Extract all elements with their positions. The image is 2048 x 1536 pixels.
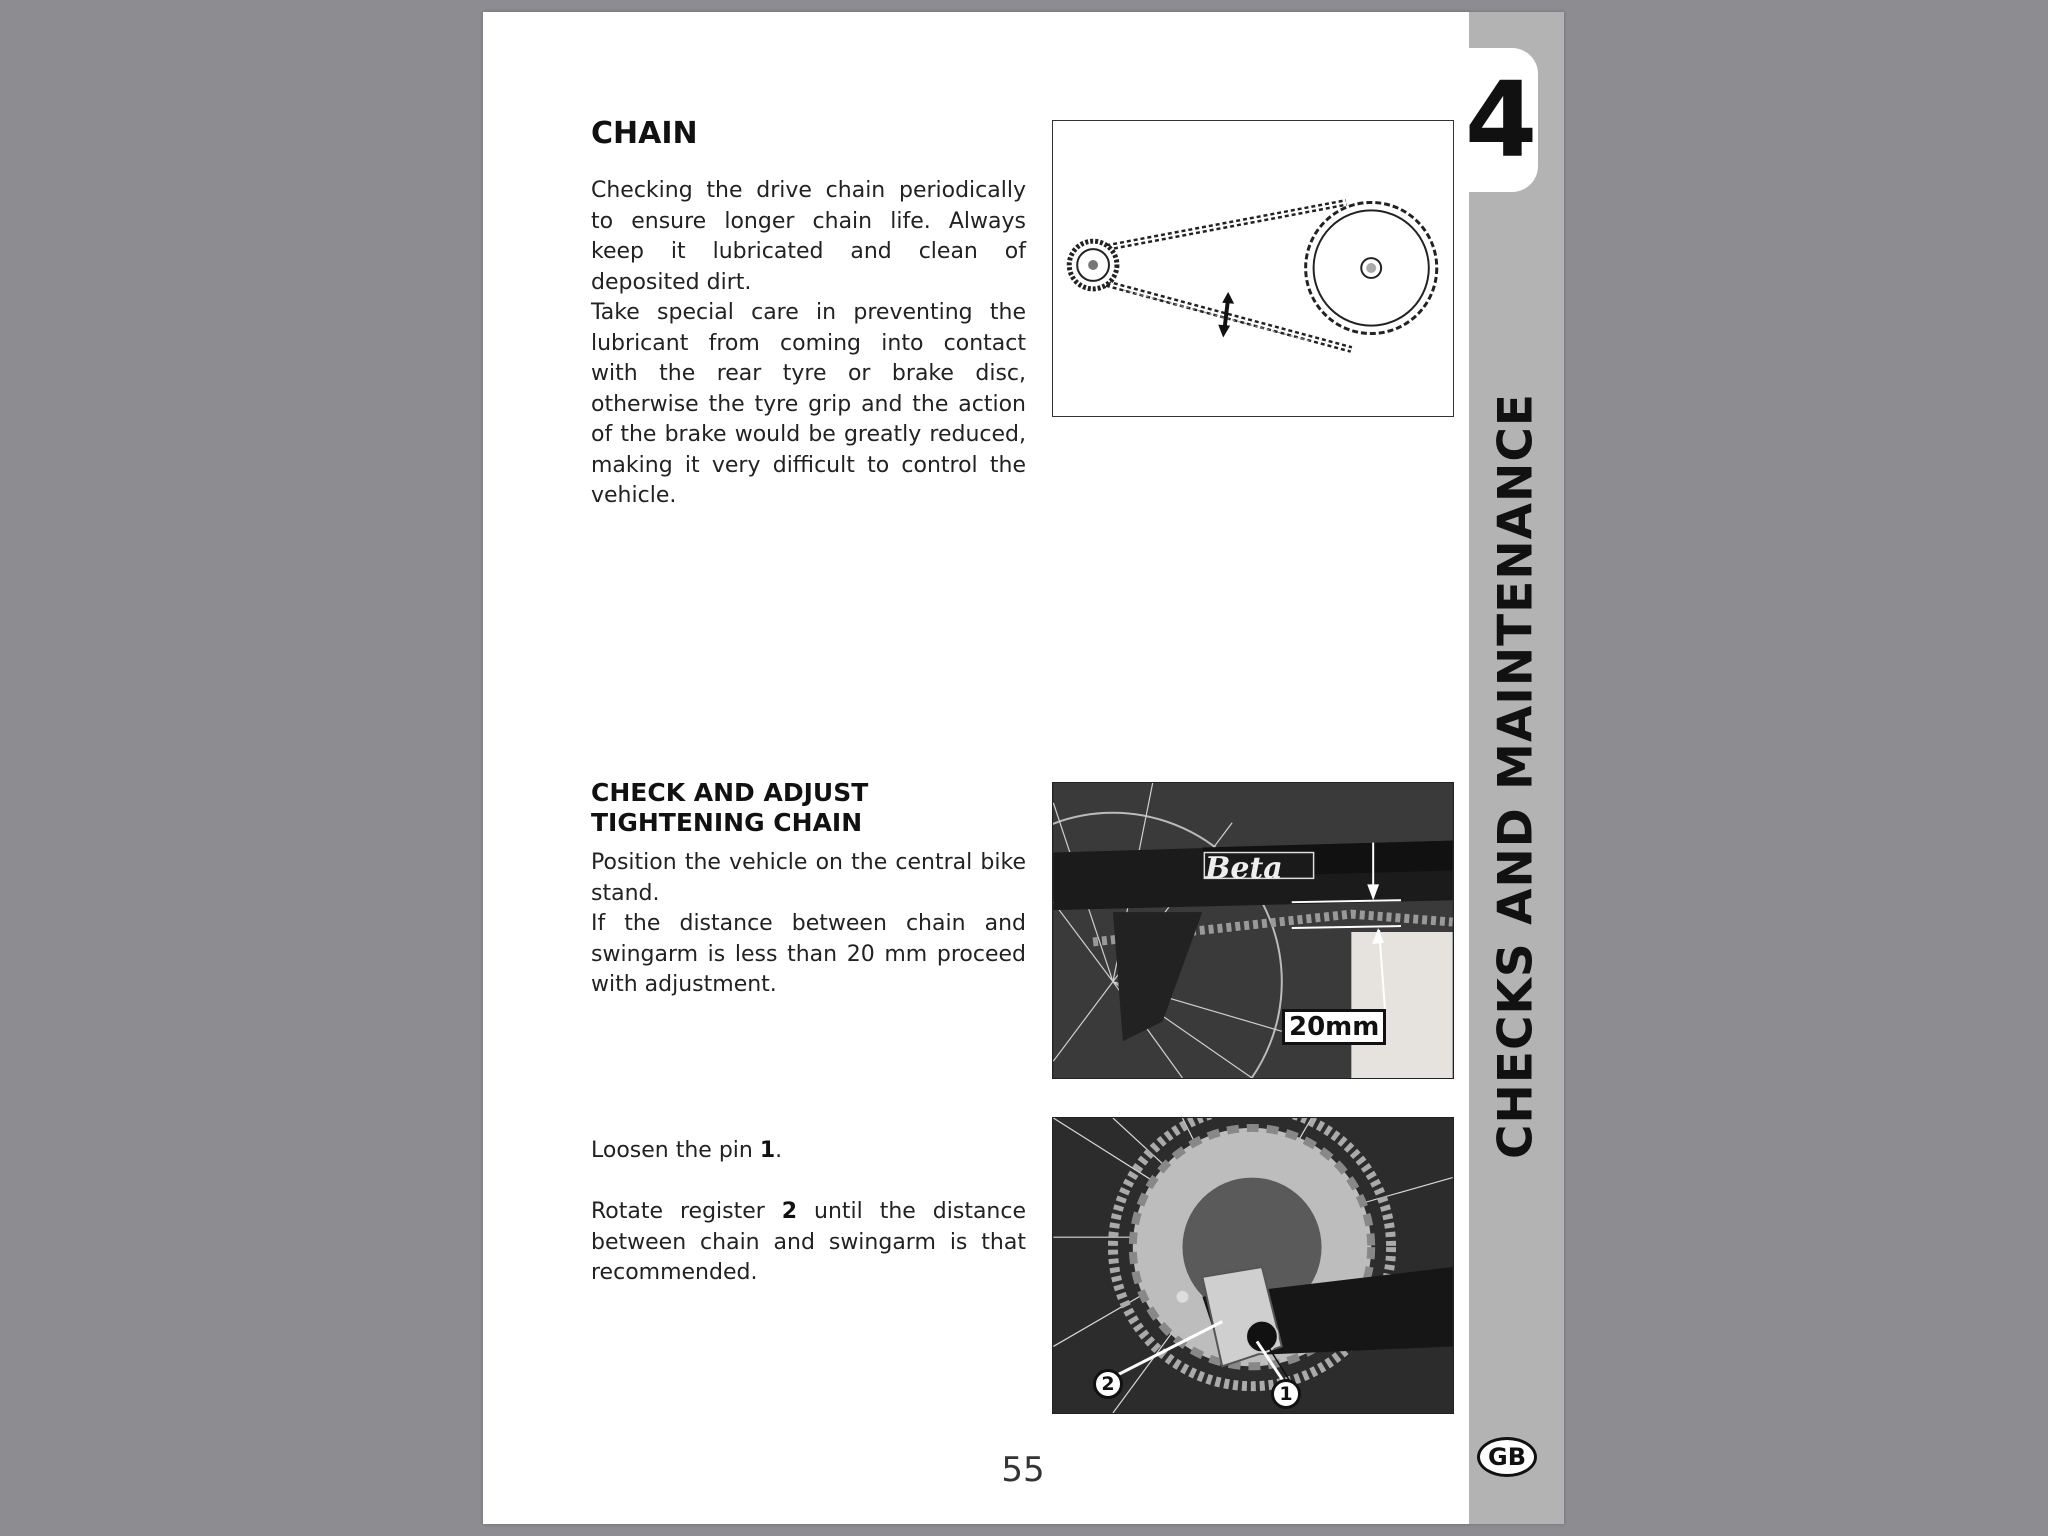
callout-pin-1: 1 bbox=[1271, 1379, 1301, 1409]
chain-diagram-figure bbox=[1052, 120, 1454, 417]
step-rotate-register-text: Rotate register bbox=[591, 1199, 782, 1224]
distance-label: 20mm bbox=[1282, 1009, 1386, 1045]
swingarm-photo-figure bbox=[1052, 782, 1454, 1079]
step-rotate-register-end: until the distance between chain and swingarm is that recommended. bbox=[591, 1199, 1027, 1285]
step-loosen-pin-text: Loosen the pin bbox=[591, 1138, 760, 1163]
step-rotate-register bbox=[591, 1197, 1026, 1289]
adjust-heading bbox=[591, 778, 991, 838]
chapter-number: 4 bbox=[1464, 59, 1538, 181]
callout-register-2: 2 bbox=[1093, 1369, 1123, 1399]
chain-diagram bbox=[1053, 121, 1453, 416]
adjust-heading-line-2: TIGHTENING CHAIN bbox=[591, 808, 863, 837]
step-loosen-pin-end: . bbox=[775, 1138, 783, 1163]
page-number: 55 bbox=[1001, 1450, 1045, 1490]
swingarm-photo bbox=[1053, 783, 1453, 1078]
step-loosen-pin bbox=[591, 1136, 1026, 1167]
chain-paragraph-2: Take special care in preventing the lubricant from coming into contact with the rear tyre or brake disc, otherwise the tyre grip and the action of the brake would be greatly reduced, making it very difficult to control the vehicle. bbox=[591, 300, 1026, 508]
manual-page bbox=[483, 12, 1564, 1524]
adjuster-photo-figure bbox=[1052, 1117, 1454, 1414]
chain-heading: CHAIN bbox=[591, 116, 698, 151]
step-loosen-pin-ref: 1 bbox=[759, 1138, 776, 1163]
adjuster-photo bbox=[1053, 1118, 1453, 1413]
adjust-paragraph-1: Position the vehicle on the central bike stand. bbox=[591, 850, 1026, 906]
chain-paragraph-1: Checking the drive chain periodically to ensure longer chain life. Always keep it lubricated and clean of deposited dirt. bbox=[591, 178, 1026, 295]
beta-logo: Beta bbox=[1205, 851, 1283, 886]
chapter-title: CHECKS AND MAINTENANCE bbox=[1488, 393, 1544, 1159]
language-badge: GB bbox=[1477, 1437, 1537, 1477]
adjust-heading-line-1: CHECK AND ADJUST bbox=[591, 778, 869, 807]
step-rotate-register-ref: 2 bbox=[781, 1199, 798, 1224]
adjust-paragraph-2: If the distance between chain and swingarm is less than 20 mm proceed with adjustment. bbox=[591, 911, 1026, 997]
